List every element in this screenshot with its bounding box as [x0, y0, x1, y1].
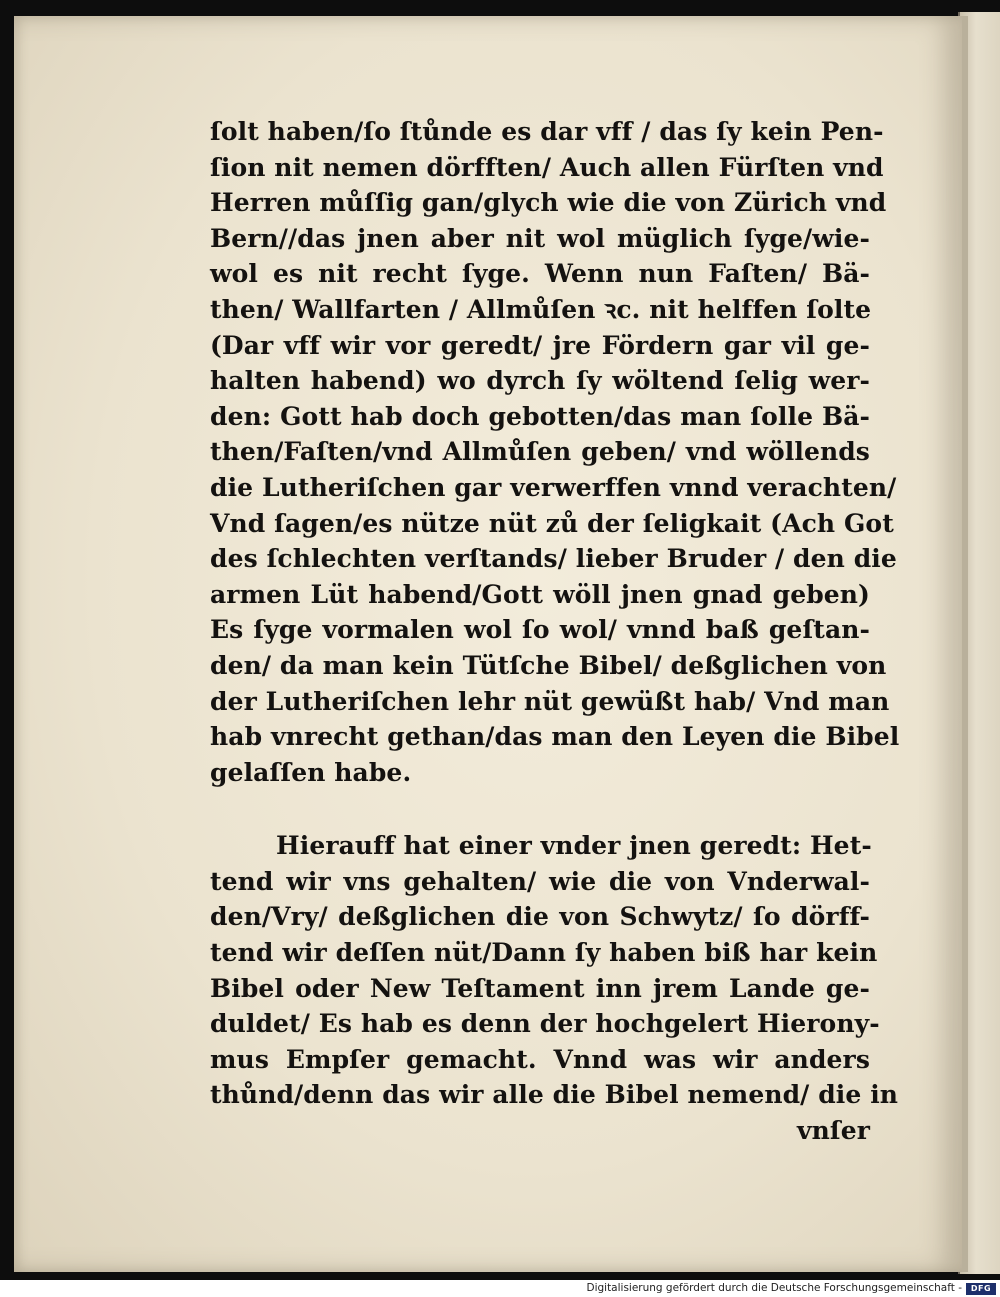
text-line: tend wir deſſen nüt/Dann ſy haben biß har kein: [210, 938, 878, 968]
text-line: thůnd/denn das wir alle die Bibel nemend/ die in: [210, 1080, 899, 1110]
text-line: ſolt haben/ſo ſtůnde es dar vff / das ſy kein Pen-: [210, 117, 884, 146]
footer-bar: [0, 1281, 1000, 1297]
text-line: then/ Wallfarten / Allmůſen ꝛc. nit helffen ſolte: [210, 294, 872, 324]
catchword: vnſer: [796, 1116, 870, 1146]
text-line: Hierauff hat einer vnder jnen geredt: Het-: [276, 831, 872, 861]
text-line: den/ da man kein Tütſche Bibel/ deßglichen von: [210, 650, 887, 680]
text-line: des ſchlechten verſtands/ lieber Bruder / den die: [210, 544, 897, 574]
text-line: wol es nit recht ſyge. Wenn nun Faſten/ Bä-: [210, 259, 870, 289]
footer-credit: Digitalisierung gefördert durch die Deutsche Forschungsgemeinschaft -: [586, 1282, 962, 1294]
text-line: tend wir vns gehalten/ wie die von Vnderwal-: [210, 866, 870, 896]
text-line: duldet/ Es hab es denn der hochgelert Hierony-: [210, 1009, 880, 1039]
text-line: then/Faſten/vnd Allmůſen geben/ vnd wöllends: [210, 437, 870, 467]
text-line: gelaſſen habe.: [210, 757, 412, 787]
text-line: (Dar vff wir vor geredt/ jre Fördern gar vil ge-: [210, 330, 870, 360]
text-line: den/Vry/ deßglichen die von Schwytz/ ſo dörff-: [210, 902, 870, 932]
text-line: die Lutheriſchen gar verwerffen vnnd verachten/: [210, 472, 897, 502]
text-line: ſion nit nemen dörfften/ Auch allen Fürſten vnd: [210, 152, 884, 182]
book-page: [14, 16, 968, 1272]
text-line: der Lutheriſchen lehr nüt gewüßt hab/ Vnd man: [210, 686, 890, 716]
paragraph-2: [210, 828, 899, 1148]
text-line: halten habend) wo dyrch ſy wöltend ſelig wer-: [210, 366, 870, 396]
text-line: den: Gott hab doch gebotten/das man ſolle Bä-: [210, 401, 870, 431]
text-line: Bern//das jnen aber nit wol müglich ſyge/wie-: [210, 223, 870, 253]
text-block: [210, 114, 900, 1149]
text-line: Herren můſſig gan/glych wie die von Zürich vnd: [210, 188, 887, 218]
text-line: Vnd ſagen/es nütze nüt zů der ſeligkait (Ach Got: [210, 508, 894, 538]
dfg-logo[interactable]: DFG: [966, 1283, 996, 1295]
text-line: Bibel oder New Teſtament inn jrem Lande ge-: [210, 973, 870, 1003]
text-line: Es ſyge vormalen wol ſo wol/ vnnd baß geſtan-: [210, 615, 870, 645]
text-line: mus Empſer gemacht. Vnnd was wir anders: [210, 1044, 870, 1074]
text-line: hab vnrecht gethan/das man den Leyen die Bibel: [210, 722, 900, 752]
paragraph-1: [210, 114, 900, 790]
text-line: armen Lüt habend/Gott wöll jnen gnad geben): [210, 579, 870, 609]
